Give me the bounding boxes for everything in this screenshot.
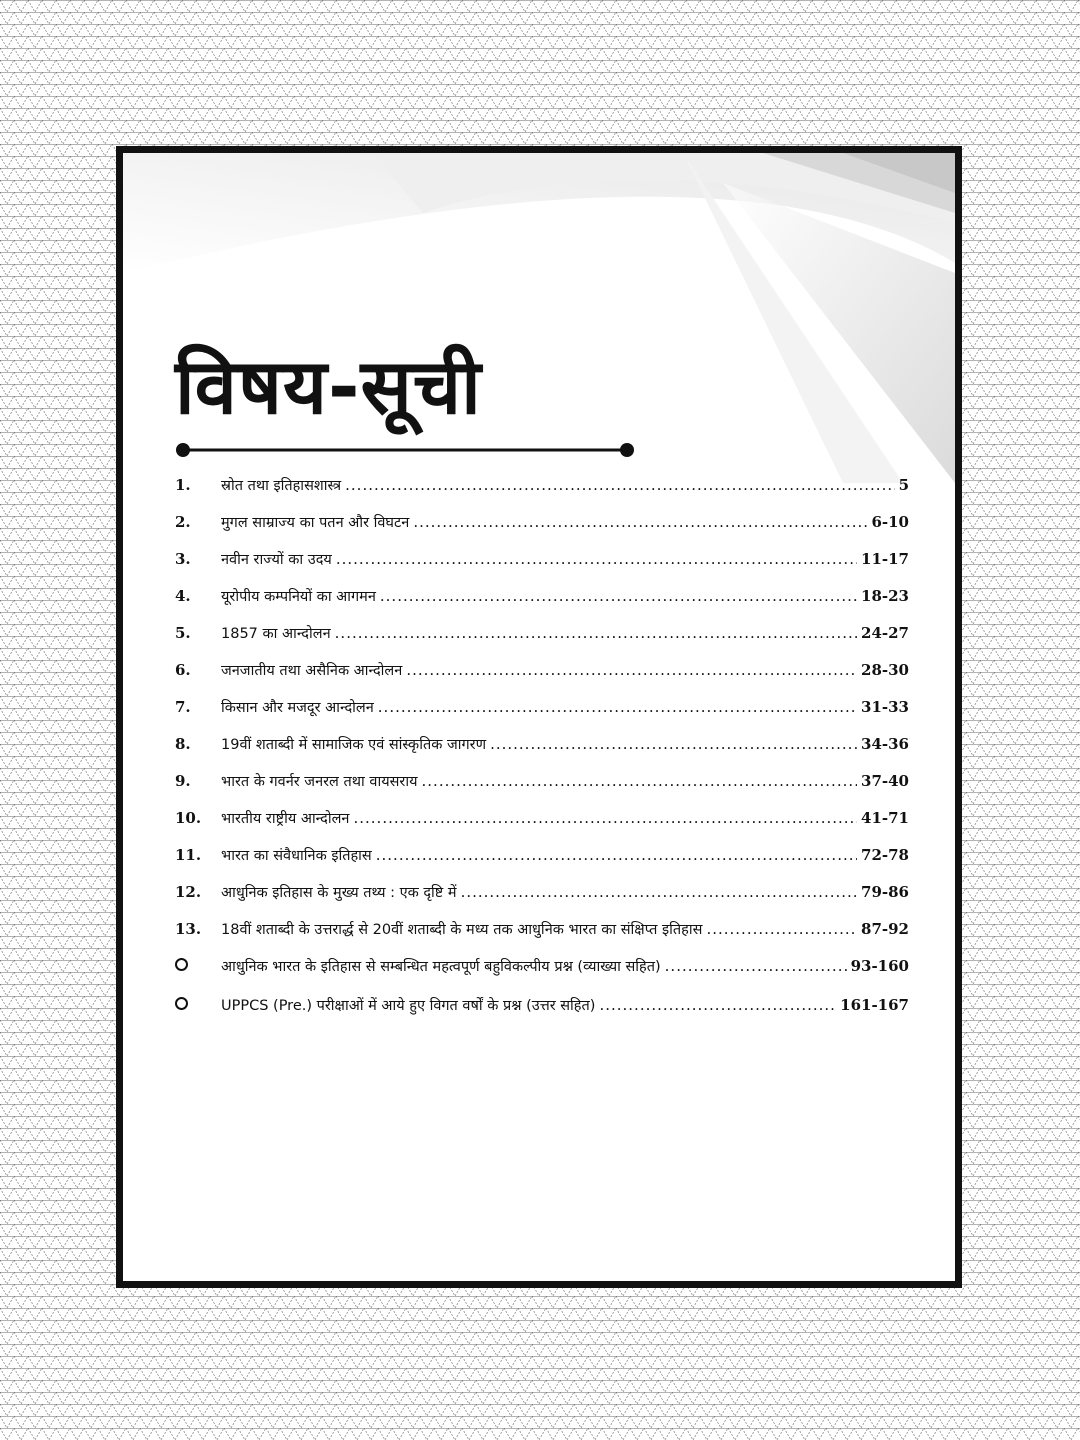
leader-dots: [345, 476, 894, 494]
entry-number: 12.: [175, 883, 202, 901]
entry-pages: 18-23: [861, 587, 909, 605]
entry-pages: 161-167: [840, 996, 909, 1014]
entry-number: 2.: [175, 513, 191, 531]
toc-entry[interactable]: [175, 475, 909, 512]
toc-entry[interactable]: [175, 771, 909, 808]
entry-pages: 28-30: [861, 661, 909, 679]
toc-entry[interactable]: [175, 882, 909, 919]
decorative-swoosh: [123, 153, 955, 483]
entry-pages: 34-36: [861, 735, 909, 753]
leader-dots: [336, 550, 857, 568]
entry-number: 13.: [175, 920, 202, 938]
entry-pages: 41-71: [861, 809, 909, 827]
leader-dots: [376, 846, 857, 864]
leader-dots: [406, 661, 857, 679]
leader-dots: [413, 513, 867, 531]
entry-title: 18वीं शताब्दी के उत्तरार्द्ध से 20वीं शताब्दी के मध्य तक आधुनिक भारत का संक्षिप्त इतिहास: [221, 922, 703, 938]
contents-page: [116, 146, 962, 1288]
entry-pages: 79-86: [861, 883, 909, 901]
entry-title: UPPCS (Pre.) परीक्षाओं में आये हुए विगत वर्षों के प्रश्न (उत्तर सहित): [221, 998, 596, 1014]
entry-title: स्रोत तथा इतिहासशास्त्र: [221, 478, 342, 494]
toc-entry[interactable]: [175, 697, 909, 734]
entry-title: मुगल साम्राज्य का पतन और विघटन: [221, 515, 410, 531]
leader-dots: [380, 587, 857, 605]
toc-bullet-entry[interactable]: [175, 995, 909, 1034]
entry-pages: 6-10: [871, 513, 909, 531]
toc-entry[interactable]: [175, 512, 909, 549]
toc-bullet-entry[interactable]: [175, 956, 909, 995]
toc-entry[interactable]: [175, 660, 909, 697]
entry-title: जनजातीय तथा असैनिक आन्दोलन: [221, 663, 403, 679]
entry-number: 3.: [175, 550, 191, 568]
leader-dots: [599, 996, 836, 1014]
toc-entry[interactable]: [175, 845, 909, 882]
leader-dots: [422, 772, 858, 790]
entry-pages: 37-40: [861, 772, 909, 790]
entry-pages: 72-78: [861, 846, 909, 864]
entry-number: 11.: [175, 846, 202, 864]
entry-number: 7.: [175, 698, 191, 716]
entry-pages: 93-160: [850, 957, 909, 975]
toc-entry[interactable]: [175, 549, 909, 586]
toc-entry[interactable]: [175, 919, 909, 956]
toc-entry[interactable]: [175, 808, 909, 845]
entry-title: यूरोपीय कम्पनियों का आगमन: [221, 589, 376, 605]
leader-dots: [335, 624, 857, 642]
entry-title: आधुनिक भारत के इतिहास से सम्बन्धित महत्वपूर्ण बहुविकल्पीय प्रश्न (व्याख्या सहित): [221, 959, 661, 975]
entry-number: 1.: [175, 476, 191, 494]
toc-entry[interactable]: [175, 623, 909, 660]
entry-pages: 87-92: [861, 920, 909, 938]
toc-entry[interactable]: [175, 586, 909, 623]
entry-number: 8.: [175, 735, 191, 753]
entry-pages: 31-33: [861, 698, 909, 716]
entry-title: 19वीं शताब्दी में सामाजिक एवं सांस्कृतिक जागरण: [221, 737, 487, 753]
entry-title: 1857 का आन्दोलन: [221, 626, 331, 642]
entry-number: 9.: [175, 772, 191, 790]
bullet-icon: [175, 997, 221, 1010]
leader-dots: [461, 883, 857, 901]
entry-pages: 5: [898, 476, 909, 494]
entry-title: भारत के गवर्नर जनरल तथा वायसराय: [221, 774, 418, 790]
entry-pages: 24-27: [861, 624, 909, 642]
entry-number: 4.: [175, 587, 191, 605]
entry-number: 5.: [175, 624, 191, 642]
entry-title: आधुनिक इतिहास के मुख्य तथ्य : एक दृष्टि में: [221, 885, 457, 901]
table-of-contents: [175, 475, 909, 1034]
entry-number: 10.: [175, 809, 202, 827]
entry-title: भारत का संवैधानिक इतिहास: [221, 848, 372, 864]
title-underline: [175, 441, 635, 459]
page-title: विषय-सूची: [175, 342, 482, 431]
leader-dots: [490, 735, 857, 753]
leader-dots: [665, 957, 847, 975]
entry-title: भारतीय राष्ट्रीय आन्दोलन: [221, 811, 350, 827]
entry-title: किसान और मजदूर आन्दोलन: [221, 700, 374, 716]
entry-title: नवीन राज्यों का उदय: [221, 552, 332, 568]
leader-dots: [378, 698, 857, 716]
leader-dots: [353, 809, 857, 827]
entry-number: 6.: [175, 661, 191, 679]
bullet-icon: [175, 958, 221, 971]
leader-dots: [706, 920, 857, 938]
entry-pages: 11-17: [861, 550, 909, 568]
toc-entry[interactable]: [175, 734, 909, 771]
